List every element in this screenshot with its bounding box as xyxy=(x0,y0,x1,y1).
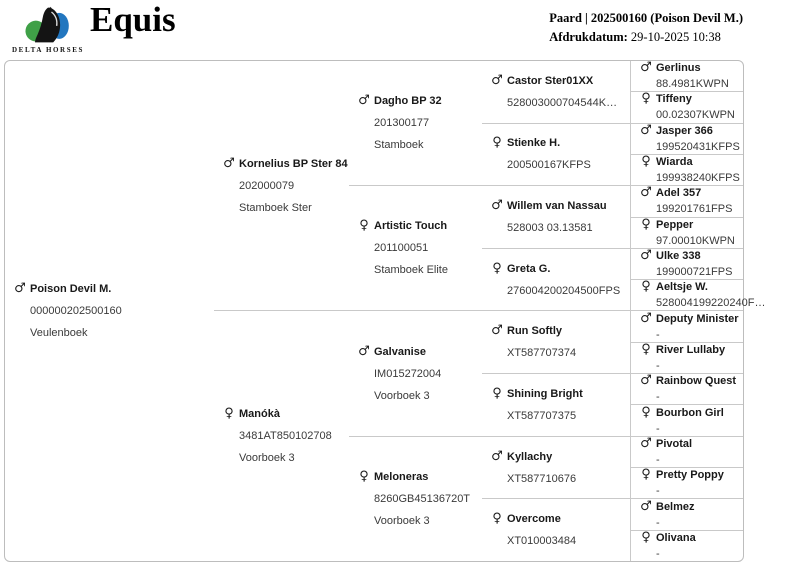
horse-entry xyxy=(636,186,741,216)
horse-id: 528004199220240F… xyxy=(656,297,766,310)
horse-reference: Paard | 202500160 (Poison Devil M.) xyxy=(549,11,743,25)
horse-entry-text xyxy=(374,94,442,152)
male-icon: ♂ xyxy=(223,155,235,171)
pedigree-cell xyxy=(631,154,744,185)
horse-name: Olivana xyxy=(656,531,696,544)
horse-entry xyxy=(636,92,741,122)
female-icon: ♀ xyxy=(492,135,502,151)
pedigree-row xyxy=(5,61,743,92)
horse-id: - xyxy=(656,359,660,372)
pedigree-cell xyxy=(631,436,744,467)
horse-entry xyxy=(636,406,741,436)
female-icon: ♀ xyxy=(492,260,502,276)
pedigree-cell xyxy=(631,374,744,405)
female-icon: ♀ xyxy=(359,218,369,234)
horse-id: 528003000704544K… xyxy=(507,96,618,109)
horse-entry-text xyxy=(656,92,735,122)
horse-entry xyxy=(487,387,628,423)
horse-name: Castor Ster01XX xyxy=(507,74,594,87)
horse-studbook: Stamboek xyxy=(374,139,424,152)
horse-entry-text xyxy=(507,324,576,360)
pedigree-chart xyxy=(4,60,766,562)
horse-entry xyxy=(636,124,741,154)
horse-id: 199201761FPS xyxy=(656,203,733,216)
report-meta xyxy=(549,9,743,47)
horse-entry-text xyxy=(239,407,332,465)
horse-entry-text xyxy=(507,262,620,298)
horse-name: Stienke H. xyxy=(507,137,561,150)
horse-name: Manókà xyxy=(239,408,280,421)
pedigree-cell xyxy=(482,436,631,499)
horse-studbook: Stamboek Elite xyxy=(374,264,448,277)
horse-entry xyxy=(487,74,628,110)
horse-entry xyxy=(636,531,741,561)
horse-name: Gerlinus xyxy=(656,62,701,75)
horse-name: Artistic Touch xyxy=(374,220,448,233)
pedigree-cell xyxy=(482,248,631,311)
horse-entry xyxy=(487,199,628,235)
print-date-value: 29-10-2025 10:38 xyxy=(630,30,721,44)
logo-brand-text: DELTA HORSES xyxy=(12,46,84,54)
pedigree-cell xyxy=(631,248,744,279)
horse-entry-text xyxy=(656,155,740,185)
horse-name: River Lullaby xyxy=(656,343,726,356)
horse-name: Shining Bright xyxy=(507,387,583,400)
horse-id: - xyxy=(656,453,660,466)
horse-entry xyxy=(219,157,347,215)
pedigree-cell xyxy=(482,186,631,249)
pedigree-cell xyxy=(349,186,482,311)
horse-entry-text xyxy=(507,136,591,172)
horse-id: IM015272004 xyxy=(374,367,442,380)
horse-id: 199938240KFPS xyxy=(656,172,740,185)
male-icon: ♂ xyxy=(14,281,26,296)
horse-id: - xyxy=(656,547,660,560)
horse-name: Tiffeny xyxy=(656,93,692,106)
horse-entry-text xyxy=(656,406,724,436)
delta-horses-logo xyxy=(8,5,88,54)
horse-name: Poison Devil M. xyxy=(30,283,112,295)
male-icon: ♂ xyxy=(640,373,652,389)
app-title: Equis xyxy=(90,0,176,39)
horse-entry xyxy=(636,249,741,279)
female-icon: ♀ xyxy=(492,385,502,401)
male-icon: ♂ xyxy=(640,60,652,76)
male-icon: ♂ xyxy=(640,435,652,451)
horse-studbook: Voorboek 3 xyxy=(374,514,430,527)
horse-entry-text xyxy=(30,282,122,340)
horse-name: Run Softly xyxy=(507,325,562,338)
horse-id: 97.00010KWPN xyxy=(656,234,735,247)
horse-name: Pivotal xyxy=(656,437,693,450)
pedigree-cell xyxy=(482,61,631,123)
horse-studbook: Stamboek Ster xyxy=(239,201,312,214)
horse-entry-text xyxy=(656,343,725,373)
pedigree-cell xyxy=(631,405,744,436)
female-icon: ♀ xyxy=(641,529,651,545)
horse-entry xyxy=(354,345,480,403)
horse-entry-text xyxy=(656,280,766,310)
horse-name: Adel 357 xyxy=(656,187,702,200)
horse-studbook: Voorboek 3 xyxy=(239,452,295,465)
horse-name: Greta G. xyxy=(507,262,551,275)
pedigree-cell xyxy=(631,311,744,342)
horse-entry-text xyxy=(656,500,695,530)
horse-name: Bourbon Girl xyxy=(656,406,724,419)
pedigree-cell xyxy=(214,311,349,561)
horse-entry-text xyxy=(507,450,576,486)
pedigree-cell xyxy=(349,311,482,436)
pedigree-cell xyxy=(631,279,766,311)
horse-id: 202000079 xyxy=(239,179,295,192)
horse-entry-text xyxy=(507,199,607,235)
horse-name: Kyllachy xyxy=(507,450,553,463)
male-icon: ♂ xyxy=(491,198,503,214)
male-icon: ♂ xyxy=(640,498,652,514)
pedigree-cell xyxy=(631,92,744,123)
horse-entry xyxy=(487,262,628,298)
horse-studbook: Voorboek 3 xyxy=(374,389,430,402)
horse-id: - xyxy=(656,516,660,529)
male-icon: ♂ xyxy=(358,343,370,359)
horse-entry-text xyxy=(239,157,347,215)
horse-entry xyxy=(636,218,741,248)
horse-entry-text xyxy=(656,124,740,154)
horse-id: 88.4981KWPN xyxy=(656,78,729,91)
horse-name: Belmez xyxy=(656,500,695,513)
horse-id: 201100051 xyxy=(374,242,429,255)
horse-name: Aeltsje W. xyxy=(656,281,708,294)
horse-entry xyxy=(354,219,480,277)
horse-entry-text xyxy=(507,387,583,423)
horse-name: Overcome xyxy=(507,513,561,526)
male-icon: ♂ xyxy=(640,185,652,201)
print-date-line xyxy=(549,28,743,47)
horse-entry-text xyxy=(656,312,739,342)
horse-id: XT587707374 xyxy=(507,347,577,360)
horse-name: Galvanise xyxy=(374,345,426,358)
female-icon: ♀ xyxy=(641,467,651,483)
horse-id: 276004200204500FPS xyxy=(507,284,621,297)
horse-entry xyxy=(354,470,480,528)
pedigree-cell xyxy=(482,123,631,186)
pedigree-cell xyxy=(631,61,744,92)
horse-name: Rainbow Quest xyxy=(656,375,737,388)
horse-logo-icon xyxy=(22,5,74,45)
female-icon: ♀ xyxy=(641,216,651,232)
horse-entry xyxy=(636,437,741,467)
female-icon: ♀ xyxy=(359,468,369,484)
horse-entry-text xyxy=(656,61,729,91)
horse-name: Jasper 366 xyxy=(656,124,713,137)
horse-entry xyxy=(487,512,628,548)
report-header xyxy=(0,0,800,60)
horse-entry-text xyxy=(656,186,732,216)
female-icon: ♀ xyxy=(641,91,651,107)
horse-id: XT010003484 xyxy=(507,535,577,548)
horse-id: XT587710676 xyxy=(507,472,577,485)
horse-name: Pepper xyxy=(656,218,694,231)
male-icon: ♂ xyxy=(491,72,503,88)
horse-name: Willem van Nassau xyxy=(507,200,607,213)
horse-name: Ulke 338 xyxy=(656,250,701,263)
horse-entry xyxy=(487,136,628,172)
horse-id: 00.02307KWPN xyxy=(656,109,735,122)
horse-id: XT587707375 xyxy=(507,409,577,422)
horse-studbook: Veulenboek xyxy=(30,327,88,339)
pedigree-cell xyxy=(482,499,631,561)
horse-entry xyxy=(636,468,741,498)
horse-entry xyxy=(636,500,741,530)
horse-id: 200500167KFPS xyxy=(507,159,591,172)
pedigree-table xyxy=(5,60,766,561)
horse-entry xyxy=(636,343,741,373)
pedigree-cell xyxy=(631,499,744,530)
horse-entry xyxy=(636,312,741,342)
male-icon: ♂ xyxy=(640,310,652,326)
horse-id: 199000721FPS xyxy=(656,266,733,279)
horse-id: 528003 03.13581 xyxy=(507,222,593,235)
horse-entry xyxy=(219,407,347,465)
male-icon: ♂ xyxy=(358,93,370,109)
horse-entry-text xyxy=(374,470,470,528)
pedigree-cell xyxy=(5,61,214,561)
pedigree-cell xyxy=(631,217,744,248)
male-icon: ♂ xyxy=(491,323,503,339)
pedigree-cell xyxy=(349,61,482,186)
pedigree-cell xyxy=(631,530,744,561)
horse-entry-text xyxy=(656,249,732,279)
horse-id: - xyxy=(656,422,660,435)
horse-entry-text xyxy=(507,74,617,110)
horse-entry xyxy=(636,155,741,185)
female-icon: ♀ xyxy=(492,511,502,527)
horse-entry-text xyxy=(656,531,696,561)
horse-entry-text xyxy=(656,374,736,404)
pedigree-cell xyxy=(482,374,631,437)
pedigree-cell xyxy=(631,468,744,499)
horse-name: Deputy Minister xyxy=(656,312,739,325)
horse-entry-text xyxy=(656,218,735,248)
horse-id: 000000202500160 xyxy=(30,305,122,317)
male-icon: ♂ xyxy=(491,448,503,464)
horse-name: Pretty Poppy xyxy=(656,469,724,482)
horse-id: - xyxy=(656,485,660,498)
horse-name: Dagho BP 32 xyxy=(374,95,442,108)
horse-entry-text xyxy=(374,219,448,277)
horse-entry xyxy=(487,324,628,360)
male-icon: ♂ xyxy=(640,122,652,138)
print-date-label: Afdrukdatum: xyxy=(549,30,628,44)
horse-entry-text xyxy=(507,512,576,548)
horse-entry-text xyxy=(656,468,724,498)
female-icon: ♀ xyxy=(641,279,651,295)
horse-id: 201300177 xyxy=(374,117,430,130)
pedigree-cell xyxy=(631,342,744,373)
horse-id: 8260GB45136720T xyxy=(374,492,471,505)
horse-name: Meloneras xyxy=(374,470,429,483)
male-icon: ♂ xyxy=(640,248,652,264)
horse-entry xyxy=(636,374,741,404)
horse-name: Wiarda xyxy=(656,156,693,169)
pedigree-cell xyxy=(214,61,349,311)
horse-id: - xyxy=(656,328,660,341)
horse-entry xyxy=(10,282,212,340)
female-icon: ♀ xyxy=(224,406,234,422)
horse-id: 199520431KFPS xyxy=(656,140,740,153)
female-icon: ♀ xyxy=(641,154,651,170)
horse-entry-text xyxy=(656,437,692,467)
female-icon: ♀ xyxy=(641,404,651,420)
horse-entry xyxy=(354,94,480,152)
horse-id: - xyxy=(656,391,660,404)
horse-name: Kornelius BP Ster 84 xyxy=(239,157,348,170)
horse-entry-text xyxy=(374,345,441,403)
pedigree-cell xyxy=(482,311,631,374)
horse-entry xyxy=(636,279,766,310)
horse-entry xyxy=(636,61,741,91)
horse-id: 3481AT850102708 xyxy=(239,430,332,443)
female-icon: ♀ xyxy=(641,341,651,357)
pedigree-cell xyxy=(631,123,744,154)
horse-entry xyxy=(487,450,628,486)
pedigree-cell xyxy=(349,436,482,561)
pedigree-cell xyxy=(631,186,744,217)
